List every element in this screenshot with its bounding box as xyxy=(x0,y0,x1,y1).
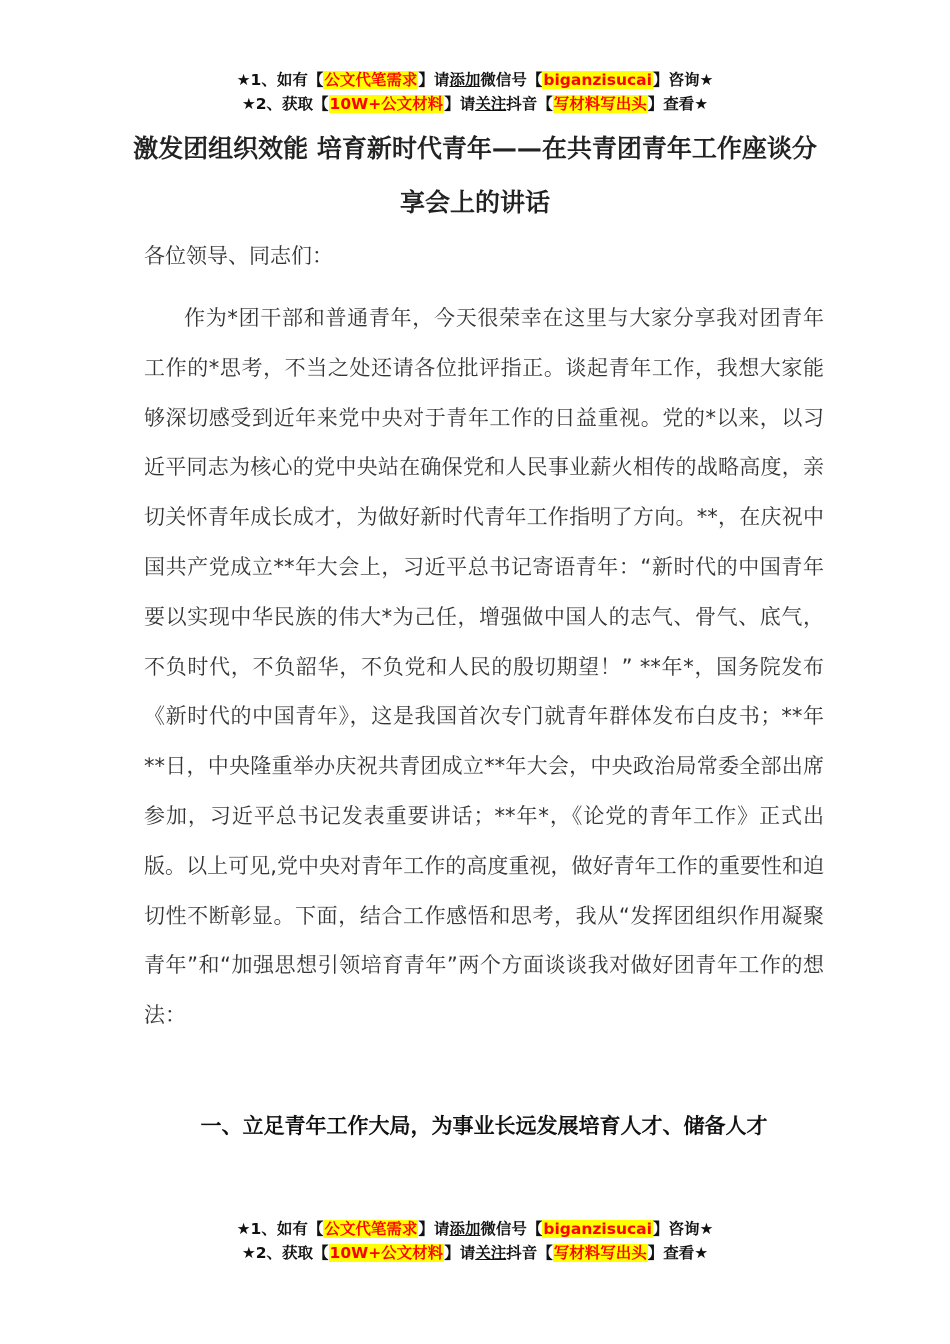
promo-underlined: 添加 xyxy=(449,71,481,89)
promo-highlight: biganzisucai xyxy=(543,1220,652,1238)
salutation: 各位领导、同志们： xyxy=(144,244,333,268)
promo-underlined: 添加 xyxy=(449,1220,481,1238)
promo-underlined: 关注 xyxy=(475,95,507,113)
promo-highlight: 公文代笔需求 xyxy=(324,71,418,89)
promo-text: ★2、获取【 xyxy=(241,1244,329,1262)
promo-highlight: biganzisucai xyxy=(543,71,652,89)
body-paragraph: 作为*团干部和普通青年，今天很荣幸在这里与大家分享我对团青年工作的*思考，不当之处还请各位批评指正。谈起青年工作，我想大家能够深切感受到近年来党中央对于青年工作的日益重视。党的*以来，以习近平同志为核心的党中央站在确保党和人民事业薪火相传的战略高度，亲切关怀青年成长成才，为做好新时代青年工作指明了方向。**，在庆祝中国共产党成立**年大会上，习近平总书记寄语青年：“新时代的中国青年要以实现中华民族的伟大*为己任，增强做中国人的志气、骨气、底气，不负时代，不负韶华，不负党和人民的殷切期望！” **年*，国务院发布《新时代的中国青年》，这是我国首次专门就青年群体发布白皮书；**年**日，中央隆重举办庆祝共青团成立**年大会，中央政治局常委全部出席参加，习近平总书记发表重要讲话；**年*，《论党的青年工作》正式出版。以上可见,党中央对青年工作的高度重视，做好青年工作的重要性和迫切性不断彰显。下面，结合工作感悟和思考，我从“发挥团组织作用凝聚青年”和“加强思想引领培育青年”两个方面谈谈我对做好团青年工作的想法： xyxy=(144,306,824,1028)
promo-highlight: 写材料写出头 xyxy=(553,95,647,113)
promo-text: 】请 xyxy=(418,71,450,89)
header-promo-banner xyxy=(0,68,950,116)
promo-text: ★1、如有【 xyxy=(236,71,324,89)
promo-highlight: 10W+公文材料 xyxy=(329,95,444,113)
promo-text: 】查看★ xyxy=(647,1244,709,1262)
promo-line-1 xyxy=(0,68,950,92)
promo-line-1 xyxy=(0,1217,950,1241)
promo-text: 抖音【 xyxy=(506,1244,553,1262)
promo-text: 】请 xyxy=(444,95,476,113)
promo-text: ★1、如有【 xyxy=(236,1220,324,1238)
promo-text: 抖音【 xyxy=(506,95,553,113)
promo-text: 】咨询★ xyxy=(652,1220,714,1238)
document-title: 激发团组织效能 培育新时代青年——在共青团青年工作座谈分享会上的讲话 xyxy=(133,134,817,217)
promo-text: 微信号【 xyxy=(480,71,543,89)
promo-highlight: 10W+公文材料 xyxy=(329,1244,444,1262)
section-heading: 一、立足青年工作大局，为事业长远发展培育人才、储备人才 xyxy=(200,1114,768,1138)
promo-text: 】查看★ xyxy=(647,95,709,113)
footer-promo-banner xyxy=(0,1217,950,1265)
promo-text: 】请 xyxy=(418,1220,450,1238)
promo-highlight: 公文代笔需求 xyxy=(324,1220,418,1238)
promo-line-2 xyxy=(0,1241,950,1265)
promo-text: 】咨询★ xyxy=(652,71,714,89)
promo-text: 微信号【 xyxy=(480,1220,543,1238)
promo-text: 】请 xyxy=(444,1244,476,1262)
promo-highlight: 写材料写出头 xyxy=(553,1244,647,1262)
promo-underlined: 关注 xyxy=(475,1244,507,1262)
promo-line-2 xyxy=(0,92,950,116)
promo-text: ★2、获取【 xyxy=(241,95,329,113)
